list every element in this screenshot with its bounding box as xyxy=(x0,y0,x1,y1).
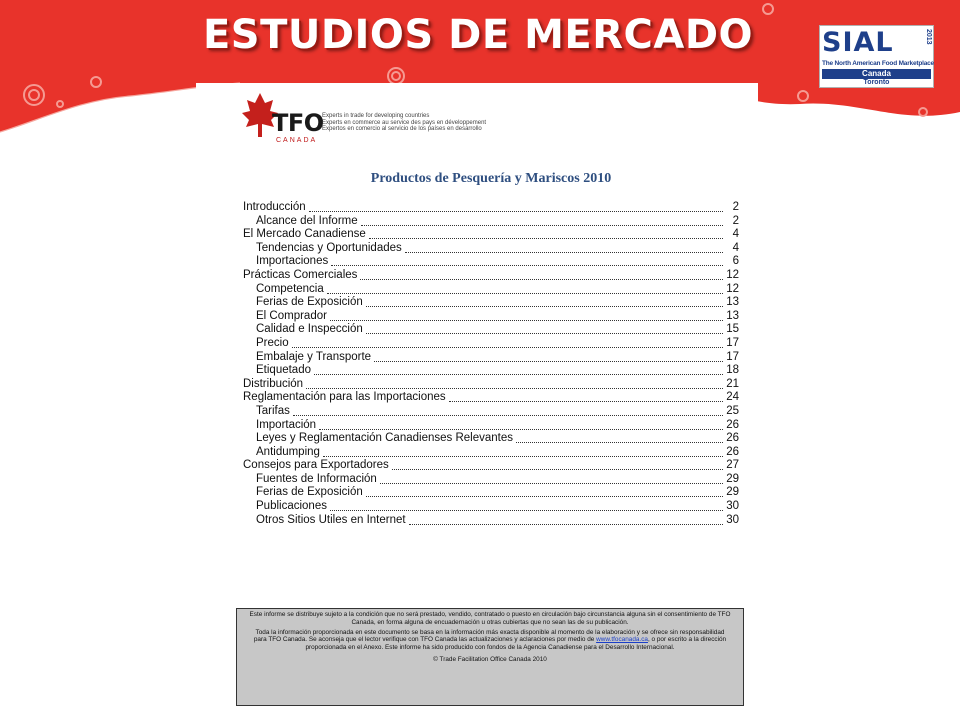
disclaimer-paragraph-1: Este informe se distribuye sujeto a la condición que no será prestado, vendido, contratado o puesto en circulación bajo circunstancia alguna sin el consentimiento de TFO Canada, en forma alguna de encuadernación u otras cubiertas que no sean las de su publicación. xyxy=(249,611,731,626)
toc-entry-label: Introducción xyxy=(243,201,306,213)
toc-entry-label: Leyes y Reglamentación Canadienses Relevantes xyxy=(256,432,513,445)
toc-entry xyxy=(243,242,739,256)
toc-entry-label: Alcance del Informe xyxy=(256,214,358,227)
sial-country: Canada xyxy=(822,69,931,79)
toc-entry-page: 21 xyxy=(726,377,739,390)
toc-entry xyxy=(243,378,739,392)
toc-entry xyxy=(243,255,739,269)
toc-entry-page: 26 xyxy=(726,418,739,431)
toc-leader-dots xyxy=(374,351,723,362)
toc-entry-label: Calidad e Inspección xyxy=(256,323,363,336)
toc-entry-page: 4 xyxy=(732,241,739,254)
tfo-website-link[interactable]: www.tfocanada.ca xyxy=(596,636,648,644)
disclaimer-paragraph-2 xyxy=(249,629,731,652)
toc-entry xyxy=(243,419,739,433)
toc-entry-label: Ferias de Exposición xyxy=(256,486,363,499)
toc-leader-dots xyxy=(330,310,723,321)
toc-entry xyxy=(243,514,739,528)
tfo-tagline-fr: Experts en commerce au service des pays en développement xyxy=(322,119,487,126)
tfo-country: CANADA xyxy=(276,137,318,144)
toc-leader-dots xyxy=(306,378,723,389)
sial-city: Toronto xyxy=(863,79,890,86)
toc-entry xyxy=(243,432,739,446)
tfo-tagline-en: Experts in trade for developing countries xyxy=(322,113,430,119)
tfo-tagline-es: Expertos en comercio al servicio de los países en desarrollo xyxy=(322,126,482,133)
disclaimer-text-end: , o por escrito a la dirección proporcionada en el Anexo. Este informe ha sido producido con fondos de la Agencia Canadiense para el Desarrollo Internacional. xyxy=(305,636,727,652)
toc-entry-label: Reglamentación para las Importaciones xyxy=(243,391,446,404)
toc-entry xyxy=(243,405,739,419)
sial-year: 2013 xyxy=(925,29,932,45)
toc-entry-label: Importación xyxy=(256,418,317,431)
toc-entry-label: El Mercado Canadiense xyxy=(243,228,366,241)
toc-entry-label: Publicaciones xyxy=(256,500,327,513)
toc-entry-page: 26 xyxy=(726,445,739,458)
toc-entry-label: Tarifas xyxy=(256,404,290,417)
tfo-tagline xyxy=(322,113,486,133)
toc-leader-dots xyxy=(319,419,723,430)
sial-tagline: The North American Food Marketplace xyxy=(822,60,934,67)
toc-entry-label: Consejos para Exportadores xyxy=(243,459,389,472)
toc-entry-page: 2 xyxy=(732,201,739,213)
toc-leader-dots xyxy=(330,500,723,511)
toc-entry-label: Antidumping xyxy=(256,445,320,458)
slide-title: ESTUDIOS DE MERCADO xyxy=(202,12,754,58)
toc-leader-dots xyxy=(405,242,723,253)
toc-leader-dots xyxy=(392,459,723,470)
toc-entry-label: Importaciones xyxy=(256,255,329,268)
toc-entry-page: 12 xyxy=(726,282,739,295)
toc-entry-page: 25 xyxy=(726,404,739,417)
toc-entry-page: 4 xyxy=(732,228,739,241)
toc-entry-label: Competencia xyxy=(256,282,324,295)
toc-entry-label: El Comprador xyxy=(256,309,327,322)
toc-entry-label: Fuentes de Información xyxy=(256,472,377,485)
toc-leader-dots xyxy=(331,255,723,266)
toc-leader-dots xyxy=(327,283,723,294)
toc-entry-page: 6 xyxy=(732,255,739,268)
tfo-logo xyxy=(240,91,520,151)
toc-leader-dots xyxy=(366,296,723,307)
toc-entry xyxy=(243,446,739,460)
toc-entry-page: 29 xyxy=(726,486,739,499)
toc-entry xyxy=(243,473,739,487)
toc-leader-dots xyxy=(293,405,723,416)
toc-entry xyxy=(243,459,739,473)
toc-entry-page: 2 xyxy=(732,214,739,227)
toc-leader-dots xyxy=(380,473,723,484)
tfo-wordmark: TFO xyxy=(272,109,324,137)
sial-logo xyxy=(819,25,934,88)
toc-entry xyxy=(243,351,739,365)
toc-entry xyxy=(243,269,739,283)
toc-entry-label: Prácticas Comerciales xyxy=(243,268,358,281)
toc-entry-page: 29 xyxy=(726,472,739,485)
toc-entry-page: 13 xyxy=(726,309,739,322)
toc-leader-dots xyxy=(292,337,723,348)
toc-entry-page: 30 xyxy=(726,500,739,513)
toc-entry xyxy=(243,337,739,351)
toc-leader-dots xyxy=(449,391,723,402)
toc-entry-label: Embalaje y Transporte xyxy=(256,350,372,363)
toc-entry xyxy=(243,391,739,405)
toc-entry-page: 30 xyxy=(726,513,739,526)
toc-entry xyxy=(243,296,739,310)
toc-entry xyxy=(243,215,739,229)
toc-leader-dots xyxy=(366,323,723,334)
toc-entry-label: Ferias de Exposición xyxy=(256,296,363,309)
copyright-notice: © Trade Facilitation Office Canada 2010 xyxy=(433,655,547,663)
toc-entry-page: 17 xyxy=(726,350,739,363)
disclaimer-box xyxy=(236,608,744,706)
toc-entry-label: Otros Sitios Útiles en Internet xyxy=(256,513,406,526)
toc-leader-dots xyxy=(516,432,723,443)
toc-entry-label: Etiquetado xyxy=(256,364,311,377)
toc-entry-page: 26 xyxy=(726,432,739,445)
disclaimer-text: Toda la información proporcionada en este documento se basa en la información más exacta disponible al momento de la elaboración y se ofrece sin responsabilidad para TFO Canada. Se aconseja que el lector verifique con TFO Canada las actualizaciones y aclaraciones por medio de xyxy=(253,628,725,644)
sial-wordmark: SIAL xyxy=(822,27,894,58)
toc-entry xyxy=(243,283,739,297)
toc-leader-dots xyxy=(323,446,723,457)
toc-leader-dots xyxy=(309,201,723,212)
toc-entry xyxy=(243,364,739,378)
document-title: Productos de Pesquería y Mariscos 2010 xyxy=(370,171,612,186)
toc-leader-dots xyxy=(369,228,723,239)
toc-leader-dots xyxy=(366,486,723,497)
toc-entry xyxy=(243,201,739,215)
toc-entry-page: 18 xyxy=(726,364,739,377)
toc-entry-page: 24 xyxy=(726,391,739,404)
table-of-contents xyxy=(243,201,739,527)
toc-entry xyxy=(243,228,739,242)
toc-entry-page: 27 xyxy=(726,459,739,472)
toc-entry-page: 12 xyxy=(726,268,739,281)
toc-leader-dots xyxy=(361,215,723,226)
toc-leader-dots xyxy=(360,269,723,280)
toc-entry xyxy=(243,310,739,324)
toc-entry-page: 15 xyxy=(726,323,739,336)
toc-entry xyxy=(243,500,739,514)
toc-entry-label: Precio xyxy=(256,336,289,349)
toc-entry-label: Distribución xyxy=(243,377,304,390)
toc-entry-page: 13 xyxy=(726,296,739,309)
toc-entry xyxy=(243,323,739,337)
toc-entry-label: Tendencias y Oportunidades xyxy=(256,241,402,254)
toc-leader-dots xyxy=(409,514,723,525)
toc-entry xyxy=(243,486,739,500)
toc-entry-page: 17 xyxy=(726,336,739,349)
toc-leader-dots xyxy=(314,364,723,375)
